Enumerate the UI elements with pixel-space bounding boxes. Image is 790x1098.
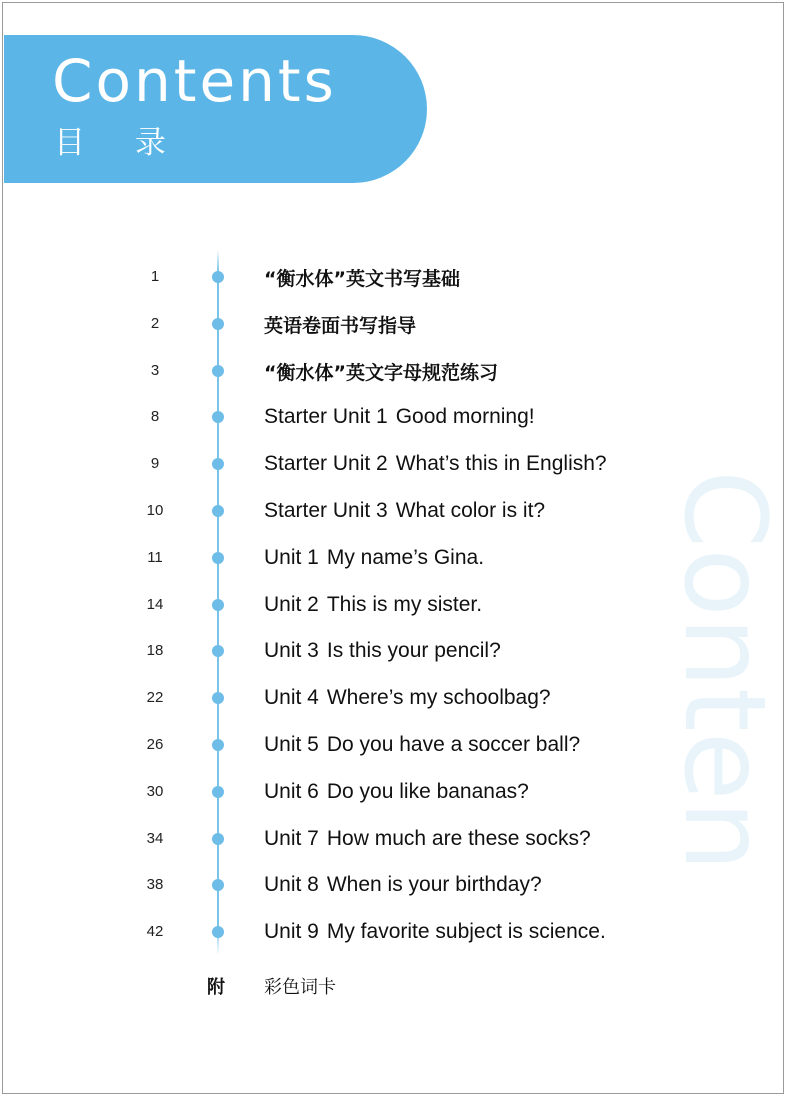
toc-page-number: 34: [146, 830, 164, 847]
toc-unit-label: Unit 6: [264, 780, 319, 803]
toc-page-number: 11: [147, 549, 163, 566]
toc-unit-title: Good morning!: [395, 405, 535, 428]
toc-entry-text: [264, 451, 607, 476]
toc-entry-text: [264, 779, 529, 804]
contents-watermark: Conten: [659, 470, 789, 872]
timeline-dot-icon: [212, 833, 224, 845]
toc-unit-title: Do you like bananas?: [326, 780, 529, 803]
toc-unit-title: Do you have a soccer ball?: [326, 733, 581, 756]
toc-page-number: 26: [146, 736, 164, 753]
toc-entry[interactable]: [0, 496, 790, 526]
toc-unit-title: When is your birthday?: [326, 873, 542, 896]
timeline-dot-icon: [212, 458, 224, 470]
toc-entry-text: [264, 685, 551, 710]
toc-entry-title: 英语卷面书写指导: [264, 315, 417, 337]
toc-unit-title: My name’s Gina.: [326, 546, 485, 569]
toc-page-number: 3: [150, 362, 160, 379]
toc-entry-text: [264, 732, 580, 757]
toc-unit-label: Unit 1: [264, 546, 319, 569]
timeline-dot-icon: [212, 599, 224, 611]
toc-unit-title: Where’s my schoolbag?: [326, 686, 551, 709]
toc-unit-title: This is my sister.: [326, 593, 483, 616]
toc-entry[interactable]: [0, 543, 790, 573]
timeline-dot-icon: [212, 365, 224, 377]
toc-page-number: 42: [146, 923, 164, 940]
toc-unit-label: Unit 7: [264, 827, 319, 850]
toc-entry-text: [264, 919, 606, 944]
toc-entry[interactable]: [0, 309, 790, 339]
timeline-dot-icon: [212, 271, 224, 283]
timeline-dot-icon: [212, 879, 224, 891]
toc-page-number: 18: [146, 642, 164, 659]
timeline-dot-icon: [212, 552, 224, 564]
toc-entry[interactable]: [0, 402, 790, 432]
toc-entry-text: [264, 311, 416, 338]
toc-entry[interactable]: [0, 870, 790, 900]
toc-unit-label: Unit 5: [264, 733, 319, 756]
toc-unit-label: Unit 2: [264, 593, 319, 616]
toc-entry[interactable]: [0, 356, 790, 386]
toc-entry-text: [264, 404, 535, 429]
toc-entry[interactable]: [0, 683, 790, 713]
toc-entry-text: [264, 872, 542, 897]
toc-entry-text: [264, 592, 482, 617]
appendix-label: 附: [207, 977, 225, 998]
toc-unit-title: My favorite subject is science.: [326, 920, 606, 943]
toc-unit-label: Starter Unit 1: [264, 405, 388, 428]
toc-page-number: 10: [146, 502, 164, 519]
toc-unit-title: How much are these socks?: [326, 827, 591, 850]
toc-entry-text: [264, 826, 591, 851]
toc-unit-title: Is this your pencil?: [326, 639, 501, 662]
toc-entry-text: [264, 358, 498, 385]
toc-entry-text: [264, 498, 545, 523]
timeline-dot-icon: [212, 645, 224, 657]
toc-unit-label: Unit 9: [264, 920, 319, 943]
toc-entry[interactable]: [0, 636, 790, 666]
toc-entry[interactable]: [0, 777, 790, 807]
toc-entry-text: [264, 638, 501, 663]
toc-unit-label: Unit 8: [264, 873, 319, 896]
toc-entry[interactable]: [0, 262, 790, 292]
toc-page-number: 2: [150, 315, 160, 332]
toc-unit-label: Starter Unit 3: [264, 499, 388, 522]
toc-page-number: 22: [146, 689, 164, 706]
timeline-dot-icon: [212, 926, 224, 938]
page-subtitle: 目 录: [54, 125, 186, 161]
toc-entry[interactable]: [0, 730, 790, 760]
toc-unit-label: Unit 4: [264, 686, 319, 709]
toc-entry[interactable]: [0, 917, 790, 947]
toc-unit-title: What color is it?: [395, 499, 546, 522]
toc-entry-title: “衡水体”英文字母规范练习: [264, 362, 498, 384]
toc-unit-label: Unit 3: [264, 639, 319, 662]
toc-entry-text: [264, 545, 484, 570]
appendix-title[interactable]: 彩色词卡: [264, 977, 336, 998]
toc-unit-label: Starter Unit 2: [264, 452, 388, 475]
toc-unit-title: What’s this in English?: [395, 452, 607, 475]
toc-page-number: 38: [146, 876, 164, 893]
toc-entry-text: [264, 264, 460, 291]
toc-page-number: 30: [146, 783, 164, 800]
toc-entry-title: “衡水体”英文书写基础: [264, 268, 460, 290]
toc-entry[interactable]: [0, 449, 790, 479]
toc-page-number: 9: [150, 455, 160, 472]
timeline-dot-icon: [212, 411, 224, 423]
timeline-dot-icon: [212, 786, 224, 798]
toc-page-number: 1: [150, 268, 160, 285]
page-title: Contents: [52, 47, 337, 115]
timeline-dot-icon: [212, 739, 224, 751]
toc-page-number: 8: [150, 408, 160, 425]
toc-entry[interactable]: [0, 590, 790, 620]
timeline-dot-icon: [212, 505, 224, 517]
timeline-dot-icon: [212, 318, 224, 330]
toc-page-number: 14: [146, 596, 164, 613]
timeline-dot-icon: [212, 692, 224, 704]
toc-entry[interactable]: [0, 824, 790, 854]
